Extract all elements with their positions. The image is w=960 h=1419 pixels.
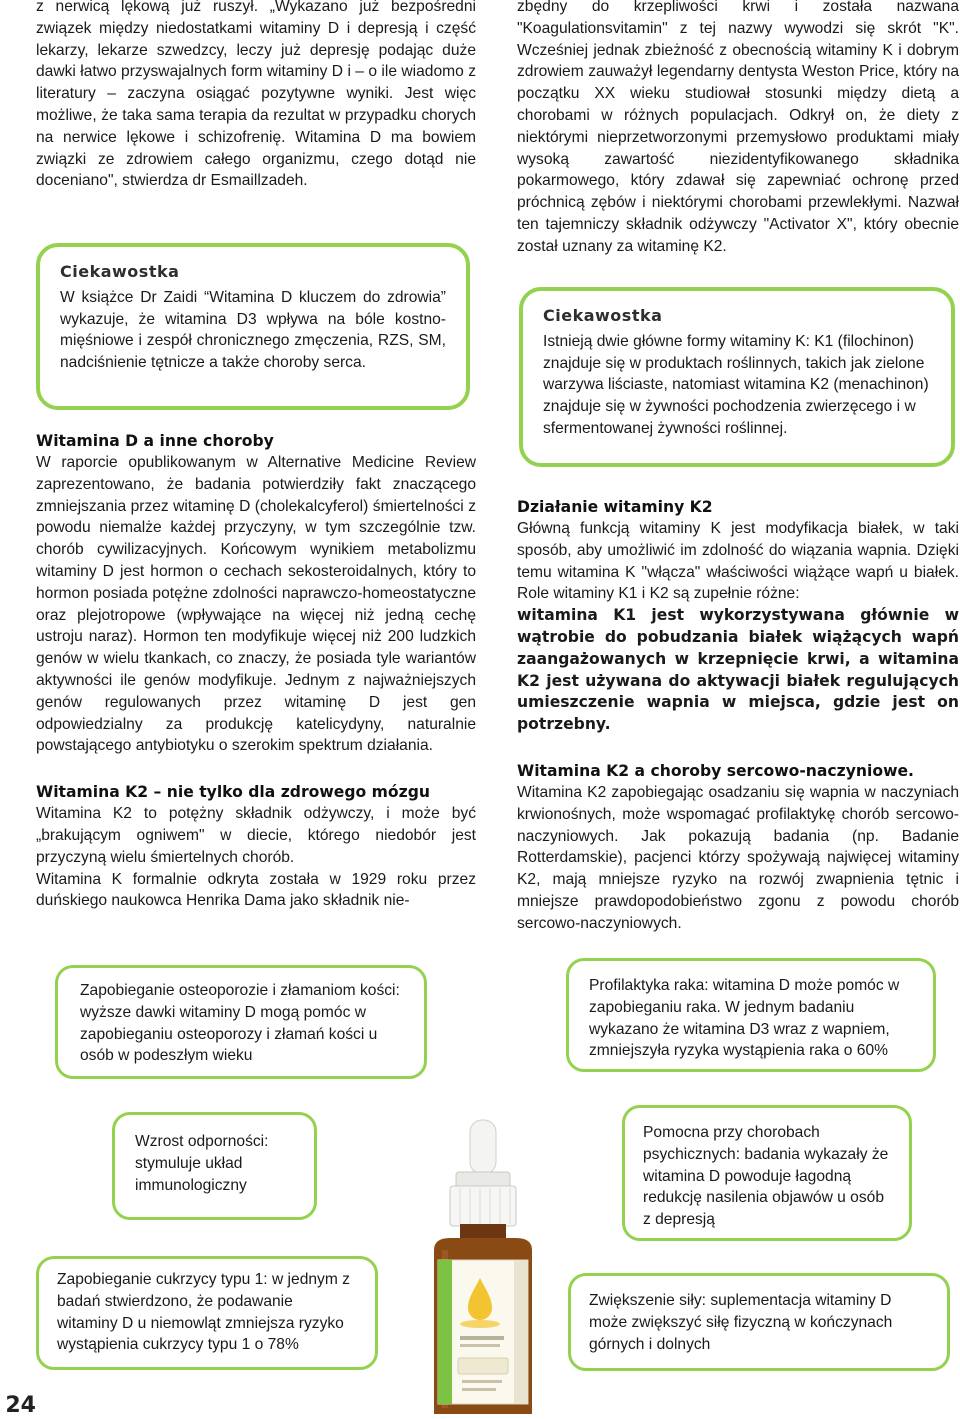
right-column-bottom	[517, 496, 959, 935]
callout-diabetes	[36, 1256, 378, 1370]
fun-fact-title: Ciekawostka	[543, 306, 663, 325]
section-text-k2-action-bold: witamina K1 jest wykorzystywana głównie w wątrobie do pobudzania białek wiążących wapń zaangażowanych w krzepnięcie krwi, a witamina K2 jest używana do aktywacji białek regulujących umieszczenie wapnia w miejsca, gdzie jest on potrzebny.	[517, 606, 959, 734]
callout-strength-text: Zwiększenie siły: suplementacja witaminy D może zwiększyć siłę fizyczną w kończynach górnych i dolnych	[589, 1292, 893, 1353]
callout-osteoporosis-text: Zapobieganie osteoporozie i złamaniom kości: wyższe dawki witaminy D mogą pomóc w zapobieganiu osteoporozy i złamań kości u osób w podeszłym wieku	[80, 982, 400, 1065]
section-text-vitamin-k2-intro: Witamina K2 to potężny składnik odżywczy, i może być „brakującym ogniwem" w diecie, którego niedobór jest przyczyną wielu śmiertelnych chorób.	[36, 805, 476, 866]
callout-cancer	[566, 958, 936, 1072]
section-heading-k2-action: Działanie witaminy K2	[517, 498, 713, 516]
section-text-vitamin-k2-history: Witamina K formalnie odkryta została w 1929 roku przez duńskiego naukowca Henrika Dama jako składnik nie-	[36, 870, 476, 910]
section-heading-vitamin-k2-brain: Witamina K2 – nie tylko dla zdrowego mózgu	[36, 783, 430, 802]
callout-immunity-text: Wzrost odporności: stymuluje układ immunologiczny	[135, 1133, 269, 1194]
callout-cancer-text: Profilaktyka raka: witamina D może pomóc w zapobieganiu raka. W jednym badaniu wykazano że witamina D3 wraz z wapniem, zmniejszyła ryzyka wystąpienia raka o 60%	[589, 977, 900, 1060]
continued-paragraph: zbędny do krzepliwości krwi i została nazwana "Koagulationsvitamin" z tej nazwy wywodzi się skrót "K". Wcześniej jednak zbieżność z obecnością witaminy K i dobrym zdrowiem zauważył legendarny dentysta Weston Price, który na początku XX wieku studiował stosunki między dietą a chorobami w różnych populacjach. Odkrył on, że diety z niektórymi nieprzetworzonymi przemysłowo produktami miały wysoką zawartość niezidentyfikowanego składnika pokarmowego, który zdawał się zapewniać ochronę przed próchnicą zębów i niektórymi chorobami przewlekłymi. Nazwał ten tajemniczy składnik odżywczy "Activator X", który obecnie został uznany za witaminę K2.	[517, 0, 959, 255]
intro-paragraph: z nerwicą lękową już ruszył. „Wykazano już bezpośredni związek między niedostatkami witaminy D i depresją i część lekarzy, lekarze szwedzcy, leczy już depresję podając duże dawki łatwo przyswajalnych form witaminy D i – o ile wiadomo z literatury – zaczyna osiągać pozytywne wyniki. Jest więc możliwe, że taka sama terapia da rezultat w przypadku chorych na nerwice lękowe i schizofrenię. Witamina D ma bowiem związki ze zdrowiem całego organizmu, czego dotąd nie doceniano", stwierdza dr Esmaillzadeh.	[36, 0, 476, 190]
right-column-top	[517, 0, 959, 258]
section-text-k2-cardio: Witamina K2 zapobiegając osadzaniu się wapnia w naczyniach krwionośnych, może wspomagać profilaktykę chorób sercowo-naczyniowych. Jak pokazują badania (np. Badanie Rotterdamskie), pacjenci którzy spożywają najwięcej witaminy K2, mają mniejsze ryzyko na rozwój zwapnienia tętnic i mniejsze prawdopodobieństwo zgonu z powodu chorób sercowo-naczyniowych.	[517, 783, 959, 932]
left-column-top	[36, 0, 476, 192]
section-text-k2-action: Główną funkcją witaminy K jest modyfikacja białek, w taki sposób, aby umożliwić im zdolność do wiązania wapnia. Dzięki temu witamina K "włącza" właściwości wiążące wapń u białek. Role witaminy K1 i K2 są zupełnie różne:	[517, 520, 959, 603]
fun-fact-title: Ciekawostka	[60, 262, 180, 281]
callout-diabetes-text: Zapobieganie cukrzycy typu 1: w jednym z badań stwierdzono, że podawanie witaminy D u niemowląt zmniejsza ryzyko wystąpienia cukrzycy typu 1 o 78%	[57, 1271, 350, 1354]
section-heading-k2-cardio: Witamina K2 a choroby sercowo-naczyniowe.	[517, 761, 914, 780]
callout-depression-text: Pomocna przy chorobach psychicznych: badania wykazały że witamina D powoduje łagodną redukcję nasilenia objawów u osób z depresją	[643, 1124, 889, 1229]
fun-fact-text: Istnieją dwie główne formy witaminy K: K1 (filochinon) znajduje się w produktach roślinnych, takich jak zielone warzywa liściaste, natomiast witamina K2 (menachinon) znajduje się w żywności pochodzenia zwierzęcego i w sfermentowanej żywności roślinnej.	[543, 332, 929, 437]
fun-fact-box-vitamin-d	[36, 243, 470, 410]
page-number: 24	[5, 1393, 36, 1418]
vitamin-dropper-bottle-image	[398, 1118, 568, 1418]
fun-fact-box-vitamin-k	[519, 287, 955, 467]
callout-osteoporosis	[55, 965, 427, 1079]
callout-depression	[622, 1105, 912, 1241]
section-text-vitamin-d-diseases: W raporcie opublikowanym w Alternative Medicine Review zaprezentowano, że badania potwierdziły fakt znaczącego zmniejszania przez witaminę D (cholekalcyferol) śmiertelności z powodu niemalże każdej przyczyny, w tym szczególnie tzw. chorób cywilizacyjnych. Końcowym wynikiem metabolizmu witaminy D jest hormon o cechach sekosteroidalnych, który to hormon posiada potężne zdolności naprawczo-homeostatyczne oraz plejotropowe (wpływające na więcej niż jedną cechę ustroju naraz). Hormon ten modyfikuje więcej niż 200 ludzkich genów w wielu tkankach, co znaczy, że posiada tyle wariantów aktywności ile genów modyfikuje. Jednym z najważniejszych genów regulowanych przez witaminę D jest gen odpowiedzialny za produkcję katelicydyny, naturalnie powstającego antybiotyku o szerokim spektrum działania.	[36, 454, 476, 755]
fun-fact-text: W książce Dr Zaidi “Witamina D kluczem do zdrowia” wykazuje, że witamina D3 wpływa na bóle kostno-mięśniowe i zespół chronicznego zmęczenia, RZS, SM, nadciśnienie tętnicze a także choroby serca.	[60, 288, 446, 372]
left-column-bottom	[36, 430, 476, 912]
callout-immunity	[112, 1112, 317, 1220]
section-heading-vitamin-d-diseases: Witamina D a inne choroby	[36, 432, 274, 450]
callout-strength	[568, 1273, 950, 1371]
